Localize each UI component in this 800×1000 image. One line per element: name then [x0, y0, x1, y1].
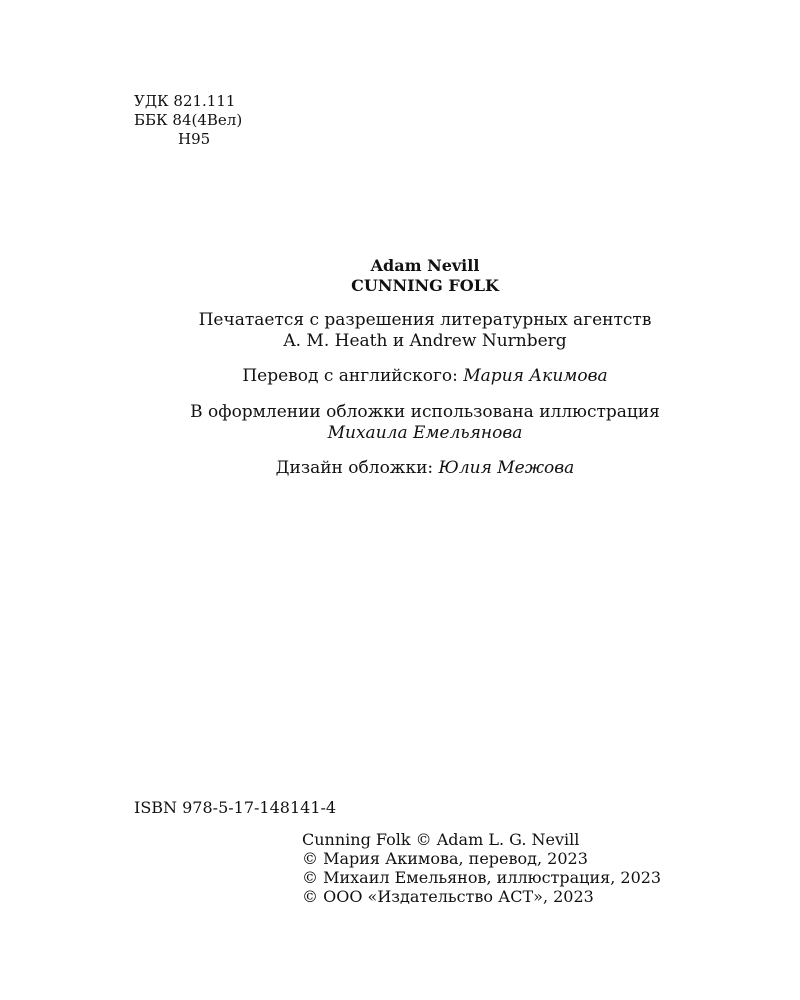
- original-author: Adam Nevill: [370, 256, 480, 275]
- designer-name: Юлия Межова: [438, 458, 575, 478]
- translator-name: Мария Акимова: [463, 366, 608, 386]
- classification-codes: [134, 92, 242, 149]
- translation-line: [0, 366, 800, 387]
- rights-line-2: A. M. Heath и Andrew Nurnberg: [283, 331, 567, 351]
- copyright-line: © ООО «Издательство АСТ», 2023: [302, 887, 594, 906]
- translation-label: Перевод с английского:: [242, 366, 464, 386]
- original-title-block: [0, 256, 800, 296]
- isbn: ISBN 978-5-17-148141-4: [134, 798, 337, 817]
- original-title: CUNNING FOLK: [351, 276, 499, 295]
- illustrator-name: Михаила Емельянова: [327, 423, 523, 443]
- illustration-credit: [0, 402, 800, 444]
- illustration-line-1: В оформлении обложки использована иллюстрация: [190, 402, 660, 422]
- cover-design-credit: [0, 458, 800, 479]
- copyright-line: © Мария Акимова, перевод, 2023: [302, 849, 588, 868]
- copyright-line: Cunning Folk © Adam L. G. Nevill: [302, 830, 580, 849]
- copyright-notices: [302, 830, 661, 906]
- copyright-line: © Михаил Емельянов, иллюстрация, 2023: [302, 868, 662, 887]
- design-label: Дизайн обложки:: [275, 458, 439, 478]
- rights-notice: [0, 310, 800, 352]
- rights-line-1: Печатается с разрешения литературных агентств: [198, 310, 652, 330]
- udk-code: УДК 821.111: [134, 92, 236, 110]
- bbk-code: ББК 84(4Вел): [134, 111, 243, 129]
- author-mark: Н95: [178, 130, 211, 148]
- translation-credit: [0, 366, 800, 387]
- design-line: [0, 458, 800, 479]
